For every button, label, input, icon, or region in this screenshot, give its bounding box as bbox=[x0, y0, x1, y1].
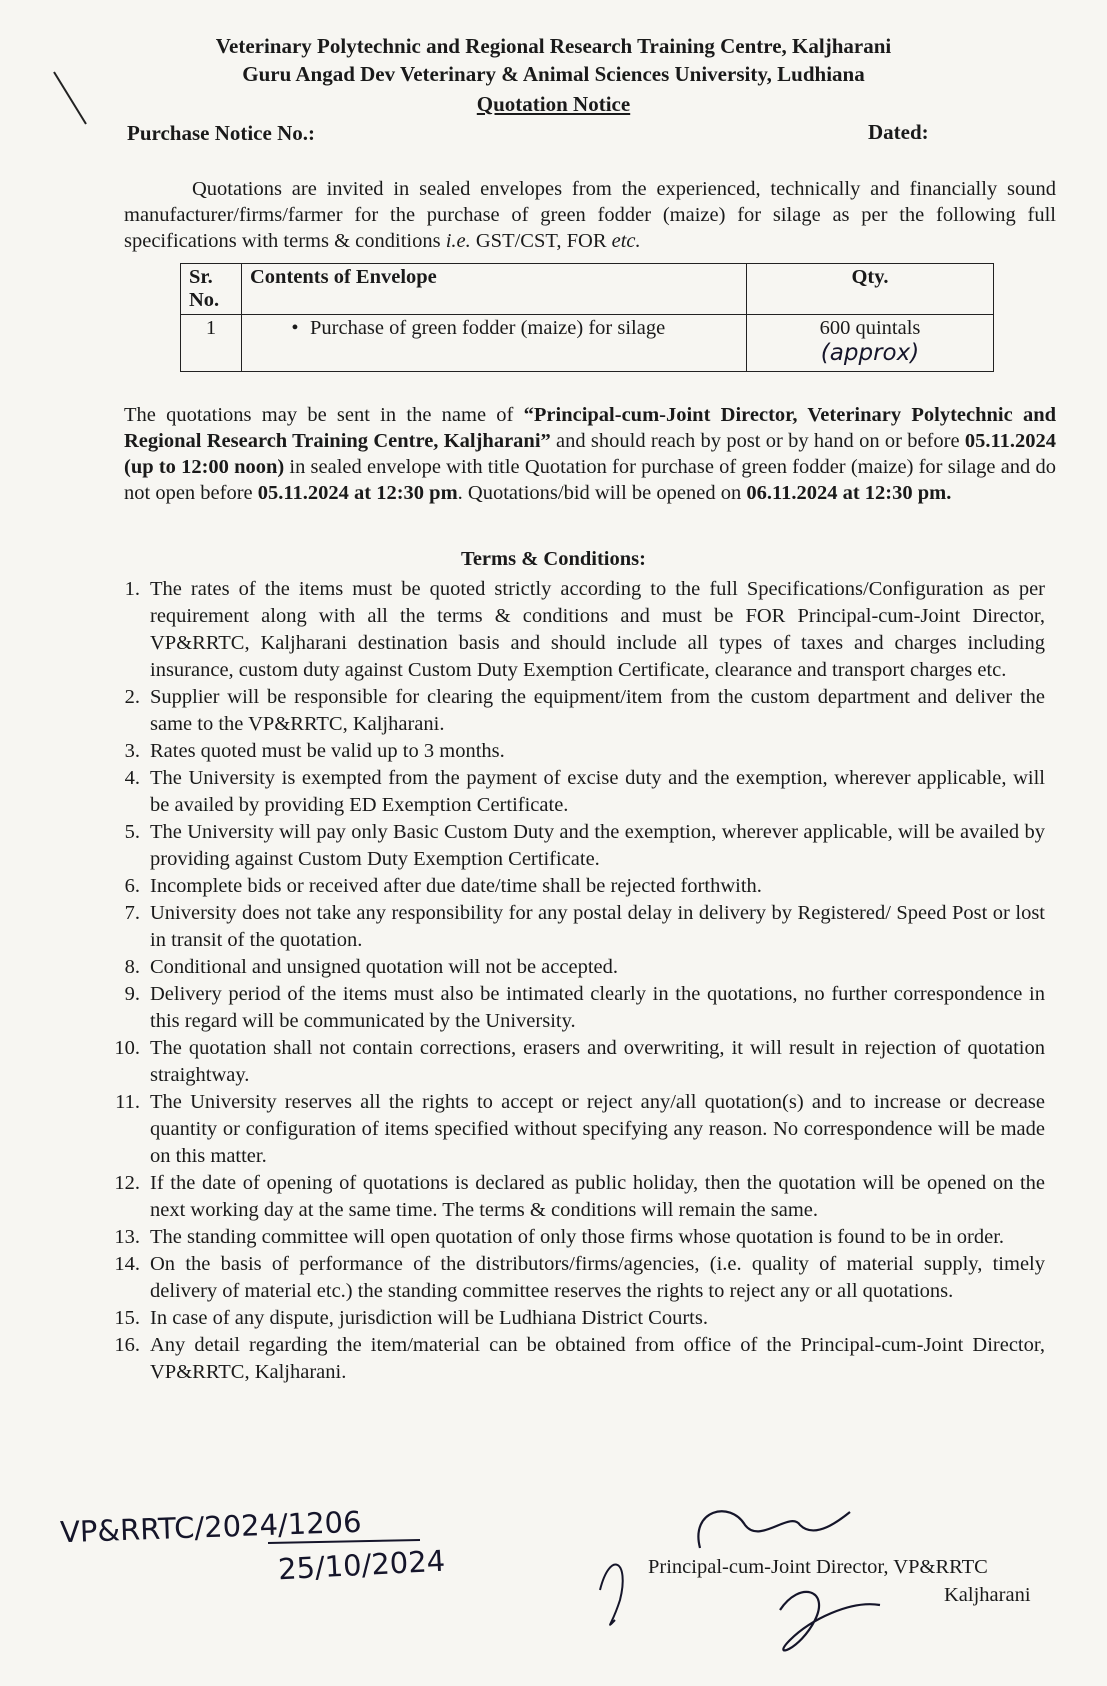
dated-label: Dated: bbox=[868, 120, 929, 144]
handwritten-reference-number: VP&RRTC/2024/1206 bbox=[59, 1504, 363, 1550]
list-item: 6. Incomplete bids or received after due date/time shall be rejected forthwith. bbox=[124, 875, 762, 897]
list-item: 14. On the basis of performance of the distributors/firms/agencies, (i.e. quality of material supply, timely delivery of material etc.) the standing committee reserves the rights to reject any or all quotations. bbox=[114, 1253, 1045, 1302]
row-content: • Purchase of green fodder (maize) for silage bbox=[242, 315, 747, 372]
row-sr: 1 bbox=[181, 315, 242, 372]
col-qty: Qty. bbox=[747, 264, 994, 315]
list-item: 12. If the date of opening of quotations is declared as public holiday, then the quotation will be opened on the next working day at the same time. The terms & conditions will remain the same. bbox=[114, 1172, 1045, 1221]
document-title: Quotation Notice bbox=[476, 92, 631, 116]
list-item: 11. The University reserves all the rights to accept or reject any/all quotation(s) and to increase or decrease quantity or configuration of items specified without specifying any reason. No correspondence will be made on this matter. bbox=[115, 1091, 1045, 1167]
list-item: 1. The rates of the items must be quoted strictly according to the full Specifications/Configuration as per requirement along with all the terms & conditions and must be FOR Principal-cum-Joint Director, VP&RRTC, Kaljharani destination basis and should include all types of taxes and charges including insurance, custom duty against Custom Duty Exemption Certificate, clearance and transport charges etc. bbox=[124, 578, 1045, 681]
list-item: 4. The University is exempted from the payment of excise duty and the exemption, wherever applicable, will be availed by providing ED Exemption Certificate. bbox=[124, 767, 1045, 816]
handwritten-reference-date: 25/10/2024 bbox=[277, 1543, 446, 1587]
institution-name: Veterinary Polytechnic and Regional Research Training Centre, Kaljharani bbox=[215, 34, 892, 58]
list-item: 5. The University will pay only Basic Custom Duty and the exemption, wherever applicable, will be availed by providing against Custom Duty Exemption Certificate. bbox=[124, 821, 1045, 870]
list-item: 15. In case of any dispute, jurisdiction will be Ludhiana District Courts. bbox=[114, 1307, 708, 1329]
list-item: 16. Any detail regarding the item/material can be obtained from office of the Principal-cum-Joint Director, VP&RRTC, Kaljharani. bbox=[114, 1334, 1045, 1383]
terms-list bbox=[100, 576, 1045, 1386]
col-sr-no: Sr. No. bbox=[181, 264, 242, 315]
list-item: 2. Supplier will be responsible for clearing the equipment/item from the custom department and deliver the same to the VP&RRTC, Kaljharani. bbox=[124, 686, 1045, 735]
list-item: 8. Conditional and unsigned quotation will not be accepted. bbox=[124, 956, 618, 978]
signatory-location: Kaljharani bbox=[944, 1584, 1031, 1606]
list-item: 13. The standing committee will open quotation of only those firms whose quotation is found to be in order. bbox=[114, 1226, 1005, 1248]
intro-paragraph: Quotations are invited in sealed envelopes from the experienced, technically and financially sound manufacturer/firms/farmer for the purchase of green fodder (maize) for silage as per the following full specifications with terms & conditions i.e. GST/CST, FOR etc. bbox=[124, 178, 1056, 252]
submission-paragraph: The quotations may be sent in the name of “Principal-cum-Joint Director, Veterinary Polytechnic and Regional Research Training Centre, Kaljharani” and should reach by post or by hand on or before 05.11.2024 (up to 12:00 noon) in sealed envelope with title Quotation for purchase of green fodder (maize) for silage and do not open before 05.11.2024 at 12:30 pm. Quotations/bid will be opened on 06.11.2024 at 12:30 pm. bbox=[124, 404, 1056, 504]
list-item: 3. Rates quoted must be valid up to 3 months. bbox=[124, 740, 505, 762]
university-name: Guru Angad Dev Veterinary & Animal Sciences University, Ludhiana bbox=[242, 62, 865, 86]
list-item: 9. Delivery period of the items must also be intimated clearly in the quotations, no further correspondence in this regard will be communicated by the University. bbox=[124, 983, 1045, 1032]
envelope-contents-table bbox=[180, 263, 994, 372]
terms-heading: Terms & Conditions: bbox=[461, 548, 646, 570]
table-header-row bbox=[181, 264, 994, 315]
bullet-icon: • bbox=[291, 317, 299, 339]
signatory-title: Principal-cum-Joint Director, VP&RRTC bbox=[648, 1556, 988, 1578]
col-contents: Contents of Envelope bbox=[242, 264, 747, 315]
handwritten-qty-note: (approx) bbox=[820, 340, 920, 366]
purchase-notice-label: Purchase Notice No.: bbox=[127, 121, 315, 145]
list-item: 10. The quotation shall not contain corrections, erasers and overwriting, it will result in rejection of quotation straightway. bbox=[114, 1037, 1045, 1086]
list-item: 7. University does not take any responsibility for any postal delay in delivery by Registered/ Speed Post or lost in transit of the quotation. bbox=[124, 902, 1045, 951]
table-row bbox=[181, 315, 994, 372]
row-qty: 600 quintals (approx) bbox=[747, 315, 994, 372]
